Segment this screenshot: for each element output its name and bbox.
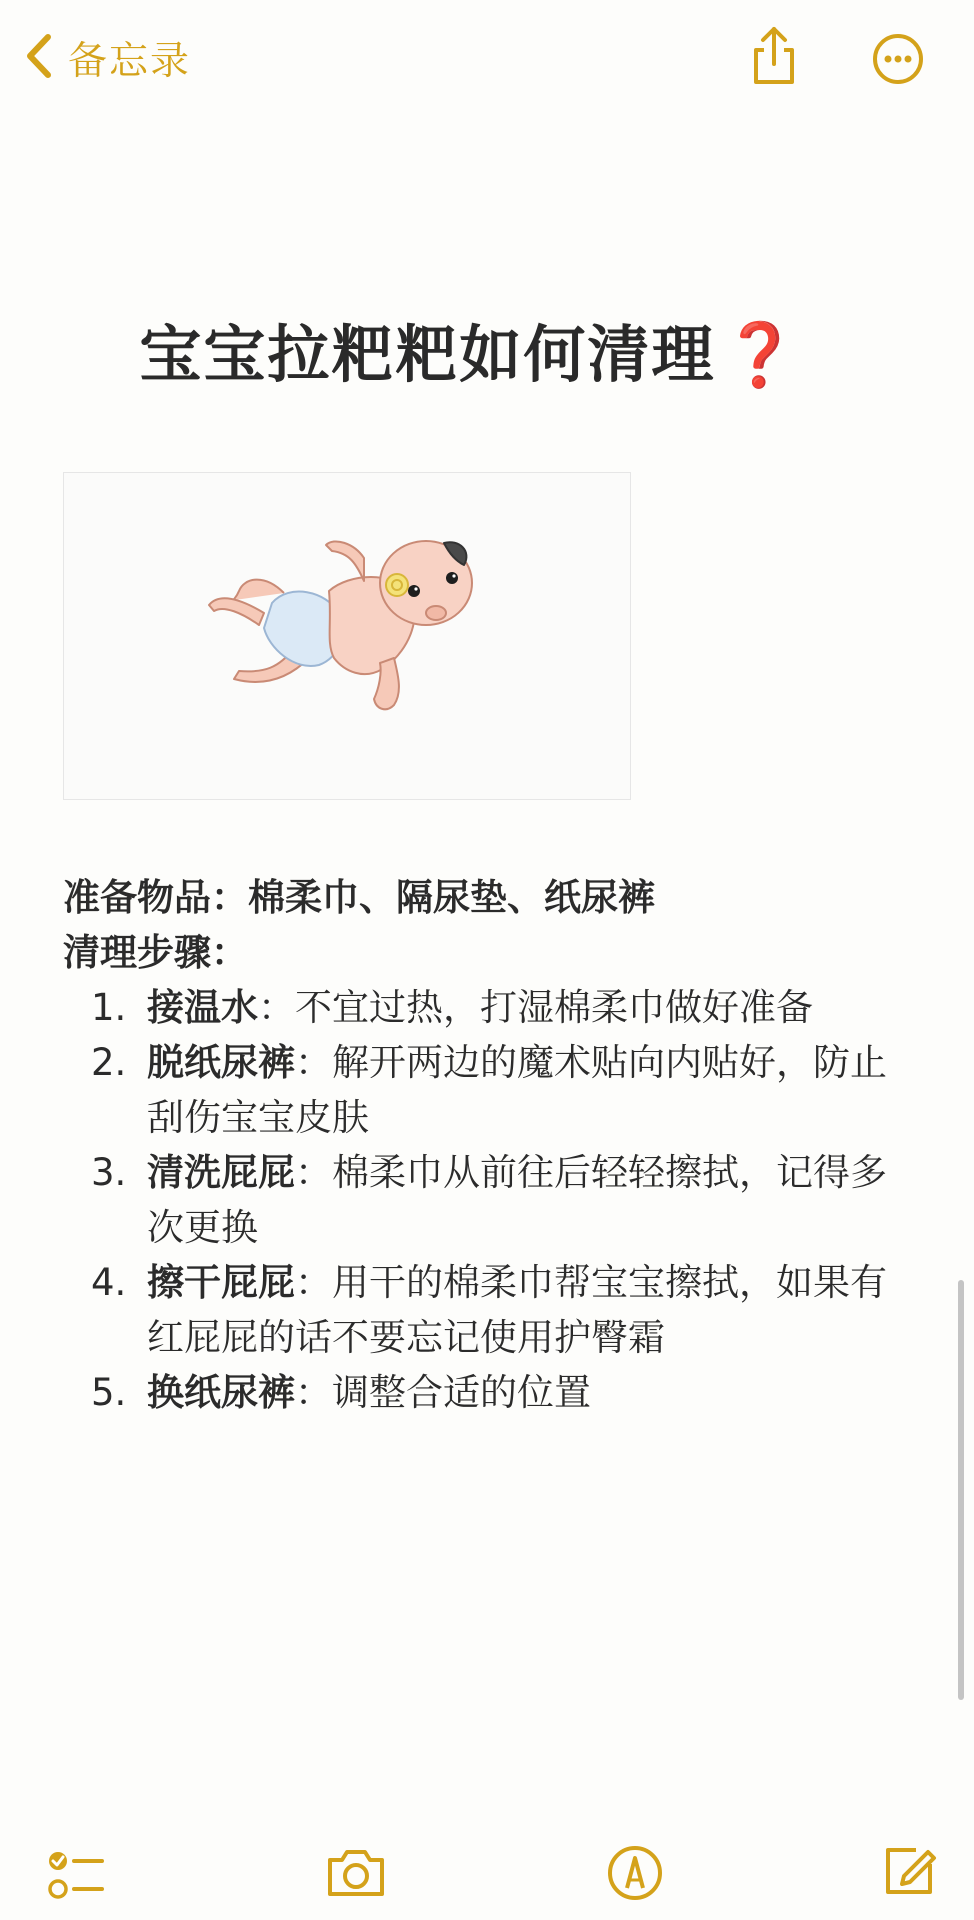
- step-text: 棉柔巾从前往后轻轻擦拭，记得多次更换: [147, 1151, 887, 1249]
- step-text: 用干的棉柔巾帮宝宝擦拭，如果有红屁屁的话不要忘记使用护臀霜: [147, 1261, 887, 1359]
- step-number: 1.: [91, 986, 127, 1029]
- step-number: 2.: [91, 1041, 127, 1084]
- step-separator: ：: [295, 1151, 332, 1194]
- step-item: [63, 1145, 923, 1255]
- step-item: [63, 1035, 923, 1145]
- note-body: [63, 870, 923, 1420]
- step-separator: ：: [258, 986, 295, 1029]
- note-title: [0, 305, 940, 394]
- camera-button[interactable]: [324, 1846, 388, 1904]
- step-heading: 擦干屁屁: [147, 1261, 295, 1304]
- checklist-button[interactable]: [46, 1848, 106, 1908]
- question-mark-icon: ❓: [721, 318, 801, 391]
- compose-icon: [880, 1885, 938, 1904]
- baby-illustration[interactable]: [63, 472, 631, 800]
- navigation-bar: [0, 0, 974, 120]
- step-separator: ：: [295, 1261, 332, 1304]
- step-separator: ：: [295, 1041, 332, 1084]
- step-item: [63, 980, 923, 1035]
- step-heading: 接温水: [147, 986, 258, 1029]
- markup-button[interactable]: [606, 1844, 664, 1906]
- step-heading: 脱纸尿裤: [147, 1041, 295, 1084]
- checklist-icon: [46, 1889, 106, 1908]
- vertical-scrollbar[interactable]: [958, 1280, 964, 1700]
- step-text: 不宜过热，打湿棉柔巾做好准备: [295, 986, 813, 1029]
- step-text: 解开两边的魔术贴向内贴好，防止刮伤宝宝皮肤: [147, 1041, 887, 1139]
- camera-icon: [324, 1885, 388, 1904]
- step-item: [63, 1365, 923, 1420]
- compose-button[interactable]: [880, 1842, 938, 1904]
- markup-pen-icon: [606, 1887, 664, 1906]
- step-number: 5.: [91, 1371, 127, 1414]
- share-icon: [749, 73, 799, 92]
- back-button[interactable]: [24, 30, 191, 86]
- note-title-text: 宝宝拉粑粑如何清理: [139, 318, 716, 391]
- bottom-toolbar: [0, 1830, 974, 1920]
- supplies-line: 准备物品：棉柔巾、隔尿垫、纸尿裤: [63, 876, 655, 919]
- step-heading: 换纸尿裤: [147, 1371, 295, 1414]
- steps-heading: 清理步骤：: [63, 931, 248, 974]
- step-heading: 清洗屁屁: [147, 1151, 295, 1194]
- step-number: 3.: [91, 1151, 127, 1194]
- back-label: 备忘录: [68, 39, 192, 84]
- step-item: [63, 1255, 923, 1365]
- steps-list: [63, 980, 923, 1420]
- share-button[interactable]: [749, 24, 799, 92]
- step-number: 4.: [91, 1261, 127, 1304]
- step-separator: ：: [295, 1371, 332, 1414]
- step-text: 调整合适的位置: [332, 1371, 591, 1414]
- chevron-left-icon: [24, 31, 54, 85]
- more-button[interactable]: [872, 33, 924, 89]
- more-icon: [872, 70, 924, 89]
